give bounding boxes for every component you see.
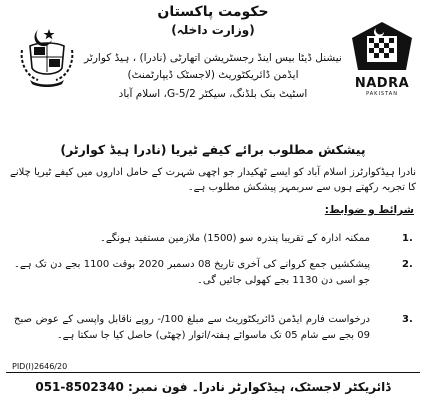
notice-intro: نادرا ہیڈکوارٹرز اسلام آباد کو ایسے ٹھکیدار جو اچھی شہرت کے حامل اداروں میں کیفے ٹیریا چلانے کا تجربہ رکھتے ہوں سے سربمہر پیشکش مطلوب ہے۔ bbox=[10, 167, 416, 193]
condition-number: 3. bbox=[402, 314, 413, 325]
condition-number: 1. bbox=[402, 233, 413, 244]
ministry-heading: (وزارت داخلہ) bbox=[171, 23, 255, 37]
condition-text: ممکنہ ادارہ کے تقریبا پندرہ سو (1500) ملازمین مستفید ہونگے۔ bbox=[99, 233, 370, 244]
government-heading: حکومت پاکستان bbox=[157, 4, 269, 20]
nadra-logo-text: NADRA bbox=[354, 76, 410, 91]
contact-label: ڈائریکٹر لاجسٹک، ہیڈکوارٹر نادرا۔ فون نمبر: bbox=[128, 380, 391, 394]
condition-number: 2. bbox=[402, 259, 413, 270]
notice-title: پیشکش مطلوب برائے کیفے ٹیریا (نادرا ہیڈ کوارٹر) bbox=[60, 142, 366, 157]
nadra-logo bbox=[346, 20, 418, 100]
footer-divider bbox=[6, 372, 420, 373]
terms-heading: شرائط و ضوابط: bbox=[324, 204, 414, 216]
condition-text: پیشکشیں جمع کروانے کی آخری تاریخ 08 دسمبر 2020 بوقت 1100 بجے دن تک ہے۔ جو اسی دن 1130 بجے کھولی جائیں گی۔ bbox=[14, 259, 371, 286]
directorate-heading: ایڈمن ڈائریکٹوریٹ (لاجسٹک ڈیپارٹمنٹ) bbox=[127, 69, 299, 81]
condition-text: درخواست فارم ایڈمن ڈائریکٹوریٹ سے مبلغ 100/- روپے ناقابل واپسی کے عوض صبح 09 بجے سے شام 05 تک ماسوائے ہفتہ/اتوار (چھٹی) حاصل کیا جا سکتا ہے۔ bbox=[14, 314, 370, 341]
authority-heading: نیشنل ڈیٹا بیس اینڈ رجسٹریشن اتھارٹی (نادرا) ، ہیڈ کوارٹر bbox=[84, 52, 342, 64]
nadra-emblem-icon bbox=[346, 20, 418, 76]
pid-reference: PID(I)2646/20 bbox=[12, 362, 68, 371]
phone-number: 051-8502340 bbox=[35, 380, 124, 394]
state-emblem-icon bbox=[18, 26, 76, 88]
address-line: اسٹیٹ بنک بلڈنگ، سیکٹر G-5/2، اسلام آباد bbox=[118, 88, 308, 100]
contact-footer bbox=[10, 380, 416, 394]
nadra-logo-subtext: PAKISTAN bbox=[366, 91, 398, 97]
